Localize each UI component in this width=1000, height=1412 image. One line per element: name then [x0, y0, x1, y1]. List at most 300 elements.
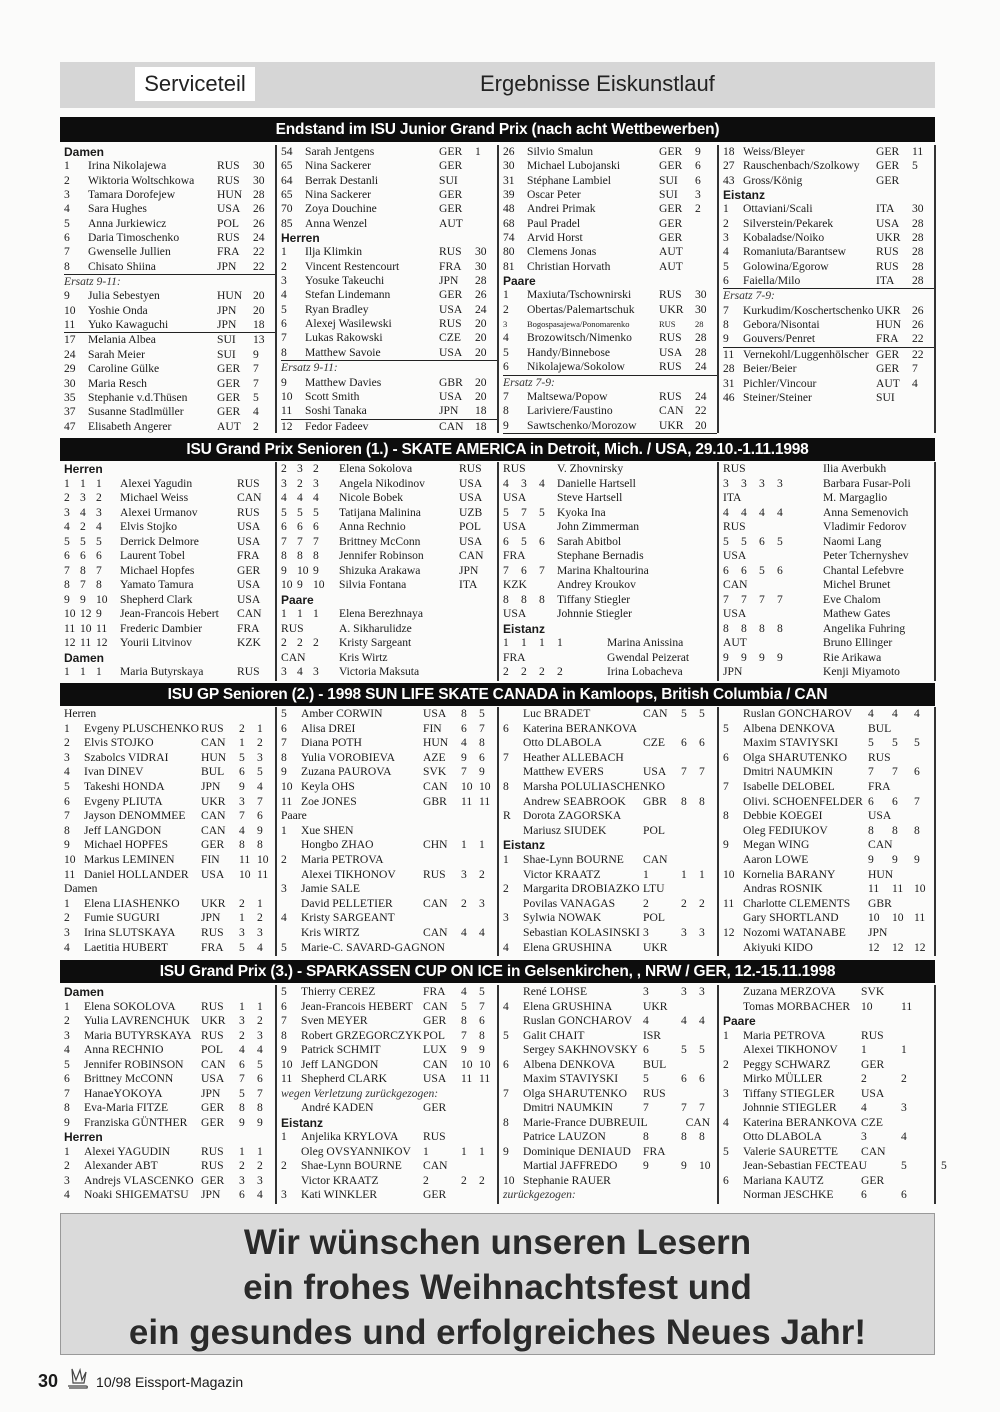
result-cell: 8 [681, 794, 687, 808]
result-cell: 1 [723, 202, 729, 216]
result-cell: 5 [723, 259, 729, 273]
result-cell: Jeff LANGDON [301, 1057, 379, 1071]
result-row [281, 736, 497, 751]
page-footer [38, 1366, 243, 1397]
result-cell: Jayson DENOMMEE [84, 809, 186, 823]
result-row [503, 795, 717, 810]
result-row [723, 535, 934, 550]
result-cell: 2 [521, 665, 527, 678]
result-cell: 6 [681, 736, 687, 750]
result-cell: RUS [659, 360, 682, 374]
result-cell: UKR [201, 794, 226, 808]
result-cell: 28 [475, 274, 487, 288]
result-cell: Hongbo ZHAO [301, 838, 374, 852]
result-cell: Anjelika KRYLOVA [301, 1130, 399, 1143]
result-cell: Elena SOKOLOVA [84, 999, 176, 1013]
result-cell: 6 [479, 1014, 485, 1027]
result-row [64, 549, 275, 564]
result-cell: Alexei TIKHONOV [301, 867, 396, 881]
result-row [503, 882, 717, 897]
result-cell: 8 [868, 823, 874, 837]
result-cell [723, 1101, 743, 1116]
result-row [281, 578, 497, 593]
result-cell: UKR [659, 302, 684, 316]
result-cell: 7 [313, 534, 319, 548]
result-cell [297, 651, 313, 666]
category-heading: Herren [64, 707, 97, 720]
result-cell: André KADEN [301, 1101, 374, 1114]
result-cell: Elena GRUSHINA [523, 940, 613, 954]
result-cell: Shae-Lynn BOURNE [523, 852, 624, 866]
result-cell: 7 [257, 794, 263, 808]
result-cell: 4 [723, 505, 729, 519]
result-row [281, 926, 497, 941]
results-column [499, 462, 719, 681]
result-cell [459, 636, 497, 651]
result-cell: CAN [459, 549, 484, 562]
result-cell: 22 [253, 259, 265, 273]
result-cell: 9 [313, 563, 319, 577]
result-cell: AUT [723, 636, 747, 649]
result-row [723, 1000, 934, 1015]
result-cell: Yamato Tamura [120, 578, 194, 591]
result-cell: 12 [723, 925, 735, 939]
result-cell: GER [876, 362, 900, 376]
result-cell: 24 [64, 347, 76, 361]
result-row [723, 391, 934, 405]
result-cell: 5 [239, 750, 245, 764]
result-cell: 20 [475, 375, 487, 389]
result-row [723, 318, 934, 332]
result-cell [521, 607, 539, 622]
result-cell: 24 [695, 389, 707, 403]
result-row [281, 390, 497, 404]
result-cell [521, 462, 539, 477]
result-row [64, 665, 275, 680]
result-cell: RUS [459, 462, 482, 475]
result-row [723, 564, 934, 579]
result-cell: JPN [217, 259, 237, 273]
result-row [64, 535, 275, 550]
result-row [503, 665, 717, 680]
result-cell: Shepherd CLARK [301, 1072, 387, 1085]
result-cell: 20 [695, 418, 707, 432]
result-cell: Alexei YAGUDIN [84, 1144, 171, 1158]
result-row [723, 304, 934, 318]
result-cell: JPN [201, 911, 221, 925]
result-cell: Soshi Tanaka [305, 404, 367, 418]
result-cell [475, 202, 497, 216]
result-cell: Ruslan GONCHAROV [523, 1014, 633, 1027]
result-row [281, 882, 497, 897]
result-cell [503, 897, 523, 912]
result-cell: 3 [257, 925, 263, 939]
result-cell: GER [876, 347, 900, 361]
result-cell: GER [659, 202, 683, 216]
result-cell: 5 [253, 390, 259, 404]
result-cell: 8 [699, 1130, 705, 1143]
result-cell: 4 [257, 779, 263, 793]
result-row [281, 376, 497, 390]
result-row [64, 289, 275, 303]
result-cell [281, 926, 301, 941]
result-cell: 6 [699, 736, 705, 750]
result-cell: SUI [439, 173, 458, 187]
result-row [503, 331, 717, 345]
result-cell: POL [643, 823, 665, 837]
result-cell: 9 [759, 650, 765, 664]
result-row [281, 420, 497, 434]
result-cell: 26 [912, 318, 924, 332]
result-cell: 1 [475, 145, 481, 158]
category-heading: Damen [64, 145, 105, 159]
result-cell: 6 [503, 721, 509, 735]
result-cell: JPN [217, 318, 237, 332]
result-cell [741, 549, 759, 564]
result-cell: 11 [723, 896, 735, 910]
result-row [723, 882, 934, 897]
result-cell: 3 [461, 867, 467, 881]
result-cell: 9 [479, 1043, 485, 1056]
result-cell: Akiyuki KIDO [743, 940, 813, 954]
result-cell: 2 [699, 896, 705, 910]
result-row [281, 404, 497, 419]
result-row [281, 636, 497, 651]
result-row [64, 506, 275, 521]
result-cell: 8 [313, 549, 319, 562]
result-row [281, 174, 497, 188]
result-cell: HUN [876, 318, 902, 332]
result-cell: Nina Sackerer [305, 159, 371, 173]
result-row [281, 506, 497, 521]
result-cell: Kati WINKLER [301, 1188, 378, 1201]
result-row [64, 1159, 275, 1174]
result-row [281, 780, 497, 795]
result-cell: 9 [777, 650, 783, 664]
result-cell: 7 [239, 809, 245, 823]
result-cell: GER [861, 1173, 885, 1187]
result-cell: JPN [868, 925, 888, 939]
result-cell [281, 1145, 301, 1160]
result-cell: 8 [539, 592, 545, 606]
result-cell: 5 [64, 1057, 70, 1071]
result-cell: 85 [281, 216, 293, 230]
result-row [281, 985, 497, 1000]
result-cell: 2 [461, 1173, 467, 1187]
result-cell: Thierry CEREZ [301, 985, 376, 998]
result-cell: RUS [723, 462, 746, 475]
result-cell: 1 [96, 476, 102, 490]
result-cell: CAN [281, 650, 306, 664]
result-row [64, 1188, 275, 1203]
result-cell: Yulia VOROBIEVA [301, 750, 395, 764]
result-row [64, 809, 275, 824]
result-cell: Rauschenbach/Szolkowy [743, 159, 860, 173]
result-cell: 3 [257, 1028, 263, 1042]
result-cell: JPN [439, 274, 459, 288]
result-cell: 1 [557, 636, 563, 649]
result-cell [723, 1072, 743, 1087]
result-cell: CAN [237, 607, 262, 620]
result-cell: Mariana KAUTZ [743, 1173, 824, 1187]
result-row [723, 607, 934, 622]
result-row [64, 622, 275, 637]
result-cell: Wiktoria Woltschkowa [88, 173, 195, 187]
result-cell: 1 [64, 1144, 70, 1158]
result-cell: R [503, 809, 511, 823]
result-row [64, 217, 275, 231]
result-cell: 6 [64, 549, 70, 562]
result-cell [741, 491, 759, 506]
result-cell: FRA [237, 549, 260, 562]
result-row [723, 1116, 934, 1131]
result-cell: 5 [239, 1086, 245, 1100]
result-cell: Dmitri NAUMKIN [523, 1101, 613, 1114]
result-cell: Weiss/Bleyer [743, 145, 805, 158]
result-row [723, 722, 934, 737]
result-cell: 10 [257, 852, 269, 866]
result-row [723, 707, 934, 722]
results-column [60, 145, 277, 433]
result-cell: CAN [723, 578, 748, 591]
result-cell: Eve Chalom [823, 592, 881, 606]
result-cell: Elisabeth Angerer [88, 419, 172, 433]
result-cell [759, 665, 777, 680]
result-cell: 4 [539, 476, 545, 490]
result-cell: 10 [64, 607, 76, 620]
result-row [503, 736, 717, 751]
result-cell: 1 [681, 867, 687, 881]
result-cell [759, 462, 777, 477]
result-cell: 8 [64, 1101, 70, 1114]
result-row [723, 926, 934, 941]
result-cell: 8 [281, 750, 287, 764]
result-cell: 5 [503, 505, 509, 519]
result-cell: Kobaladse/Noiko [743, 231, 825, 245]
result-cell: FRA [876, 332, 899, 346]
results-column [277, 707, 499, 956]
result-row [503, 651, 717, 666]
result-cell: 5 [64, 534, 70, 548]
result-cell: 30 [475, 259, 487, 273]
result-cell: 30 [64, 376, 76, 390]
result-cell: ISR [643, 1028, 662, 1042]
result-cell: Diana POTH [301, 736, 362, 750]
result-cell: Chisato Shiina [88, 259, 156, 273]
result-cell [723, 1159, 743, 1174]
result-cell: 7 [253, 362, 259, 376]
result-cell: Angelika Fuhring [823, 621, 906, 635]
result-cell: POL [201, 1043, 223, 1056]
result-row [503, 1174, 717, 1189]
result-row [503, 985, 717, 1000]
result-row [281, 317, 497, 331]
result-cell: 3 [239, 1173, 245, 1187]
result-cell [759, 607, 777, 622]
result-row [64, 593, 275, 608]
result-row [723, 838, 934, 853]
result-cell: 6 [239, 1188, 245, 1201]
result-cell [777, 491, 823, 506]
result-cell: 12 [892, 940, 904, 954]
result-cell [475, 174, 497, 188]
result-cell: Ilia Averbukh [823, 462, 887, 475]
result-cell [503, 824, 523, 839]
result-cell: 7 [257, 1086, 263, 1100]
result-cell: 28 [695, 319, 704, 330]
result-cell: Maria Butyrskaya [120, 665, 204, 678]
result-cell: 26 [253, 202, 265, 216]
result-cell: GER [217, 362, 241, 376]
result-cell: 30 [695, 288, 707, 302]
result-row [281, 751, 497, 766]
result-cell: Zuzana MERZOVA [743, 985, 836, 998]
results-column [277, 462, 499, 681]
result-cell: Nozomi WATANABE [743, 925, 846, 939]
result-row [281, 607, 497, 622]
result-cell [503, 985, 523, 1000]
result-cell: Maxim STAVIYSKI [743, 736, 839, 750]
result-cell: Dominique DENIAUD [523, 1144, 631, 1158]
result-cell: 6 [503, 360, 509, 374]
result-cell: 1 [239, 1144, 245, 1158]
result-cell: Faiella/Milo [743, 274, 801, 288]
result-cell: Kris Wirtz [339, 650, 388, 664]
result-cell: 10 [239, 867, 251, 881]
result-cell: Jennifer Robinson [339, 549, 424, 562]
result-cell: 3 [699, 985, 705, 998]
result-cell: 2 [695, 202, 701, 216]
page-header-band [60, 62, 935, 108]
result-cell: FRA [237, 621, 260, 635]
result-cell: USA [439, 345, 463, 359]
result-row [281, 477, 497, 492]
result-cell: USA [876, 216, 900, 230]
result-row [281, 622, 497, 637]
result-row [64, 1000, 275, 1015]
result-cell: 8 [461, 1014, 467, 1027]
result-cell: Vernekohl/Luggenhölscher [743, 347, 869, 361]
result-cell: RUS [643, 1086, 666, 1100]
result-cell: Arvid Horst [527, 231, 583, 245]
result-row [281, 1159, 497, 1174]
result-cell: USA [423, 1072, 447, 1085]
result-row [64, 868, 275, 883]
result-cell: FIN [423, 721, 442, 735]
result-cell: 8 [281, 345, 287, 359]
result-cell: Beier/Beier [743, 362, 797, 376]
result-cell: 2 [723, 216, 729, 230]
result-cell [539, 651, 557, 666]
result-cell: 1 [281, 245, 287, 259]
result-cell: 9 [297, 578, 303, 591]
result-cell [723, 736, 743, 751]
result-row [281, 188, 497, 202]
result-row [503, 564, 717, 579]
results-column [719, 462, 936, 681]
result-row [281, 765, 497, 780]
result-row [503, 419, 717, 434]
result-row [503, 260, 717, 274]
result-cell: RUS [659, 319, 676, 330]
result-cell: Stéphane Lambiel [527, 173, 612, 187]
result-cell: FRA [217, 245, 240, 259]
result-cell [459, 607, 497, 622]
result-row [723, 549, 934, 564]
result-cell [503, 1159, 523, 1174]
result-cell: 7 [643, 1101, 649, 1114]
result-cell: 1 [539, 636, 545, 649]
result-cell: 28 [912, 231, 924, 245]
result-cell: 11 [723, 347, 735, 361]
result-cell: Clemens Jonas [527, 245, 597, 259]
result-cell: Vladimir Fedorov [823, 520, 907, 533]
category-heading: Paare [503, 274, 536, 289]
result-cell: 3 [239, 794, 245, 808]
result-cell [459, 665, 497, 680]
result-cell: 5 [80, 534, 86, 548]
result-cell: 11 [901, 999, 913, 1013]
result-cell [459, 622, 497, 637]
result-cell: 28 [695, 345, 707, 359]
result-cell: 1 [257, 1144, 263, 1158]
result-row [723, 491, 934, 506]
result-cell: 4 [914, 707, 920, 720]
result-cell: Lukas Rakowski [305, 331, 383, 345]
result-cell: RUS [659, 288, 682, 302]
result-cell: 4 [64, 1188, 70, 1201]
result-row [503, 722, 717, 737]
result-cell: Zoe JONES [301, 794, 357, 808]
result-cell: 7 [521, 505, 527, 519]
result-cell: 2 [461, 896, 467, 910]
result-cell: 2 [257, 736, 263, 750]
result-cell: 5 [503, 1028, 509, 1042]
result-cell: CAN [201, 1057, 226, 1071]
result-cell: 10 [461, 1057, 473, 1071]
result-cell: 5 [257, 765, 263, 779]
result-cell: 3 [281, 476, 287, 490]
result-cell: 11 [64, 318, 76, 332]
result-cell: 4 [64, 765, 70, 779]
result-cell: 10 [861, 999, 873, 1013]
result-cell: JPN [723, 665, 743, 678]
result-cell: 6 [257, 1072, 263, 1085]
result-cell: 3 [64, 505, 70, 519]
result-cell: Silvio Smalun [527, 145, 594, 158]
result-row [64, 607, 275, 622]
result-cell: 3 [239, 925, 245, 939]
result-cell: 3 [681, 985, 687, 998]
result-cell: 2 [503, 882, 509, 896]
result-row [503, 1043, 717, 1058]
category-heading: Damen [64, 650, 105, 665]
result-cell: 5 [912, 159, 918, 173]
result-cell: Povilas VANAGAS [523, 896, 616, 910]
result-cell: BUL [643, 1057, 667, 1071]
result-cell: 4 [759, 505, 765, 519]
result-row [503, 491, 717, 506]
result-cell: Obertas/Palemartschuk [527, 302, 635, 316]
results-column [277, 985, 499, 1204]
result-cell: 1 [503, 288, 509, 302]
result-cell: 2 [253, 419, 259, 433]
result-cell: 2 [96, 491, 102, 504]
result-cell [281, 1174, 301, 1189]
result-cell: Kenji Miyamoto [823, 665, 900, 678]
result-cell: RUS [201, 1144, 224, 1158]
result-cell: 9 [461, 750, 467, 764]
